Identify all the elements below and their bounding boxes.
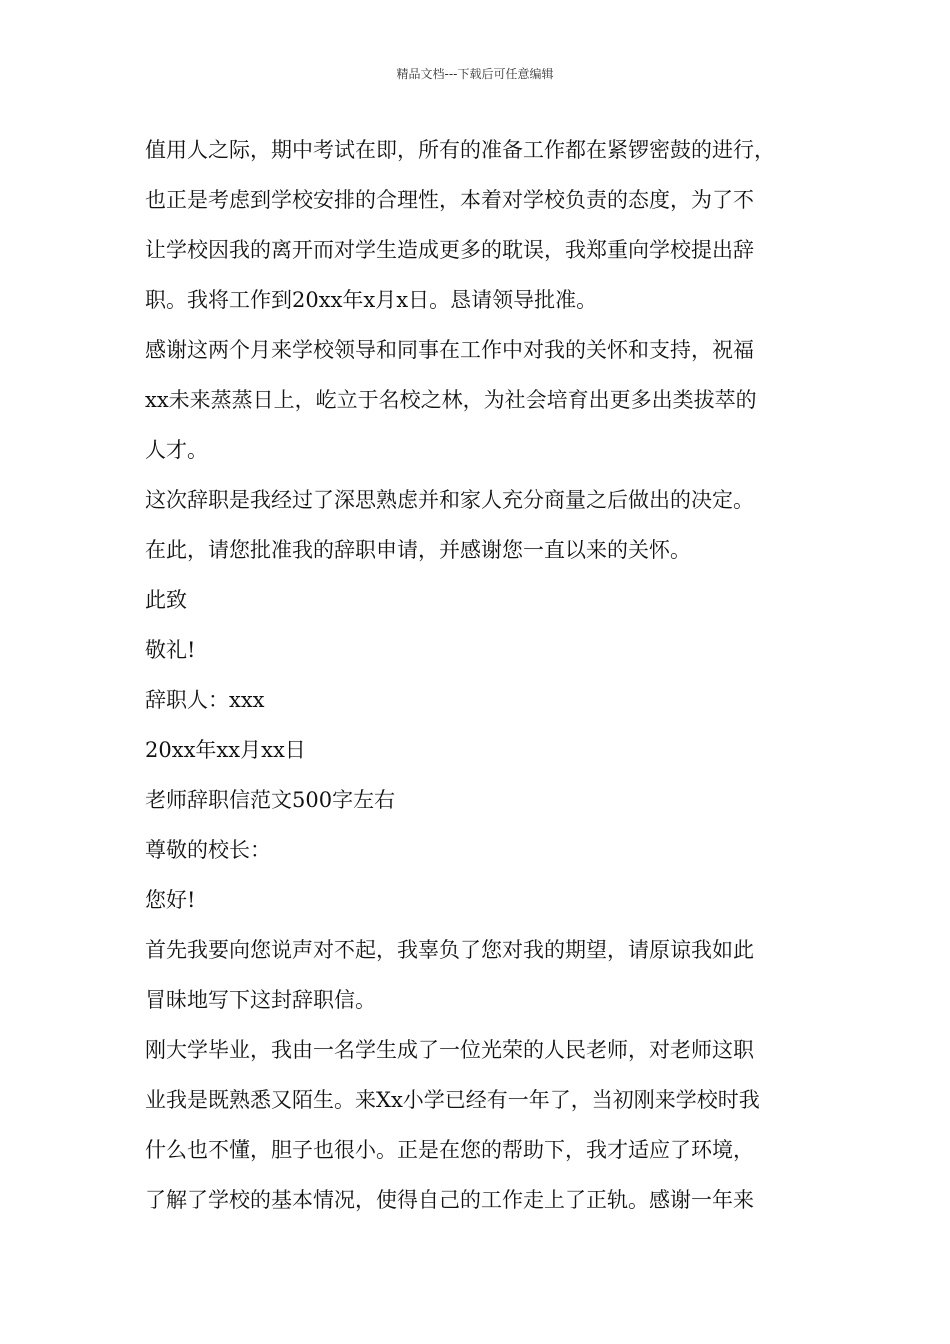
date-line: 20xx年xx月xx日	[145, 738, 306, 762]
section-title: 老师辞职信范文500字左右	[145, 788, 396, 812]
page-header: 精品文档---下载后可任意编辑	[396, 67, 554, 81]
text-line: 了解了学校的基本情况，使得自己的工作走上了正轨。感谢一年来	[145, 1188, 754, 1212]
signature-line: 辞职人：xxx	[145, 688, 265, 712]
greeting-line: 您好!	[145, 888, 196, 912]
text-line: 业我是既熟悉又陌生。来Xx小学已经有一年了，当初刚来学校时我	[145, 1088, 760, 1112]
closing-salutation: 此致	[145, 588, 187, 612]
text-line: 让学校因我的离开而对学生造成更多的耽误，我郑重向学校提出辞	[145, 238, 754, 262]
document-body	[145, 125, 825, 1225]
text-line: 冒昧地写下这封辞职信。	[145, 988, 376, 1012]
text-line: xx未来蒸蒸日上，屹立于名校之林，为社会培育出更多出类拔萃的	[145, 388, 757, 412]
text-line: 首先我要向您说声对不起，我辜负了您对我的期望，请原谅我如此	[145, 938, 754, 962]
text-line: 刚大学毕业，我由一名学生成了一位光荣的人民老师，对老师这职	[145, 1038, 754, 1062]
text-line: 职。我将工作到20xx年x月x日。恳请领导批准。	[145, 288, 598, 312]
letter-salutation: 尊敬的校长：	[145, 838, 271, 862]
closing-regards: 敬礼!	[145, 638, 196, 662]
text-line: 这次辞职是我经过了深思熟虑并和家人充分商量之后做出的决定。	[145, 488, 754, 512]
text-line: 什么也不懂，胆子也很小。正是在您的帮助下，我才适应了环境，	[145, 1138, 754, 1162]
text-line: 也正是考虑到学校安排的合理性，本着对学校负责的态度，为了不	[145, 188, 754, 212]
text-line: 在此，请您批准我的辞职申请，并感谢您一直以来的关怀。	[145, 538, 691, 562]
text-line: 值用人之际，期中考试在即，所有的准备工作都在紧锣密鼓的进行，	[145, 138, 775, 162]
text-line: 人才。	[145, 438, 208, 462]
text-line: 感谢这两个月来学校领导和同事在工作中对我的关怀和支持，祝福	[145, 338, 754, 362]
